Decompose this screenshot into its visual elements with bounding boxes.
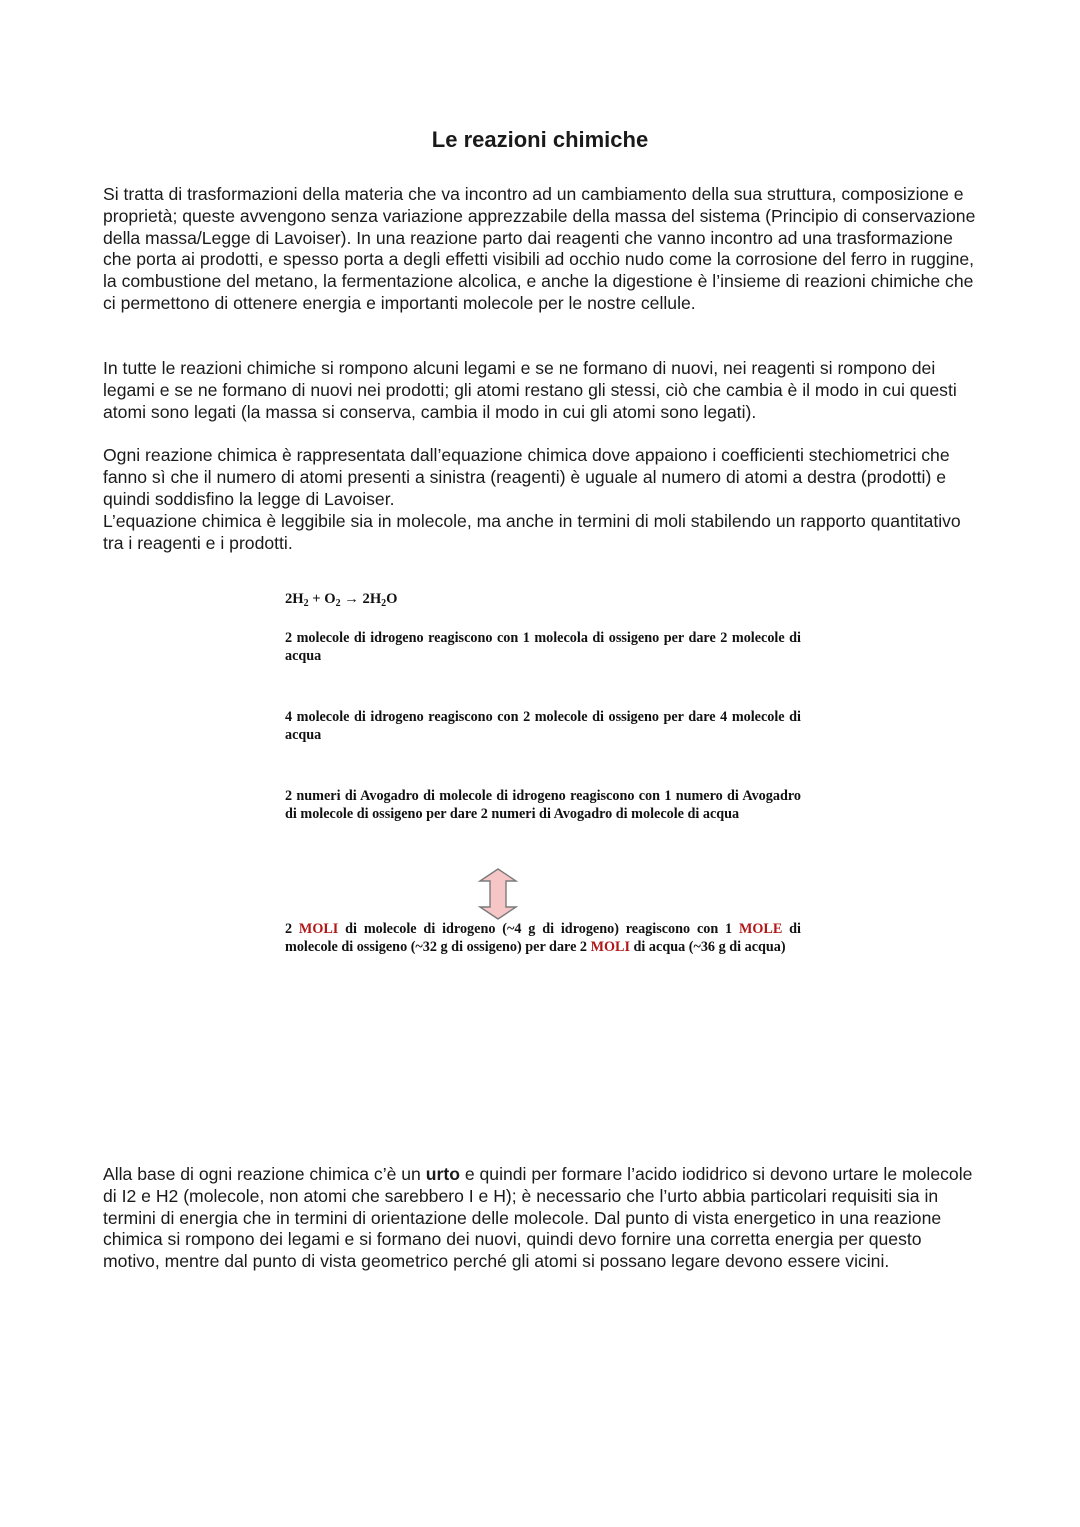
figure-line-molecules: 2 molecole di idrogeno reagiscono con 1 molecola di ossigeno per dare 2 molecole di acqua [285, 630, 801, 665]
equation-subscript: 2 [381, 598, 387, 609]
moli-highlight: MOLI [590, 939, 630, 956]
page-title: Le reazioni chimiche [431, 127, 649, 152]
equation-subscript: 2 [303, 598, 309, 609]
equation-arrow: → [340, 591, 363, 607]
paragraph-bonds: In tutte le reazioni chimiche si rompono alcuni legami e se ne formano di nuovi, nei reagenti si rompono dei legami e se ne formano di nuovi nei prodotti; gli atomi restano gli stessi, ciò che cambia è il modo in cui questi atomi sono legati (la massa si conserva, cambia il modo in cui gli atomi sono legati). [103, 358, 957, 422]
moli-highlight: MOLI [298, 921, 339, 937]
equation-term: 2H [362, 591, 382, 607]
text-run: di molecole di idrogeno (~4 g di idrogeno) reagiscono con 1 [338, 921, 739, 937]
equation-term: + O [308, 591, 336, 607]
paragraph-intro: Si tratta di trasformazioni della materia che va incontro ad un cambiamento della sua struttura, composizione e proprietà; queste avvengono senza variazione apprezzabile della massa del sistema (Principio di conservazione della massa/Legge di Lavoiser). In una reazione parto dai reagenti che vanno incontro ad una trasformazione che porta ai prodotti, e spesso porta a degli effetti visibili ad occhio nudo come la corrosione del ferro in ruggine, la combustione del metano, la fermentazione alcolica, e anche la digestione è l’insieme di reazioni chimiche che ci permettono di ottenere energia e importanti molecole per le nostre cellule. [103, 184, 976, 313]
text-run: di molecole di ossigeno (~32 g di ossigeno) per dare 2 [285, 921, 801, 956]
double-arrow-icon [478, 868, 518, 920]
figure-line-avogadro: 2 numeri di Avogadro di molecole di idrogeno reagiscono con 1 numero di Avogadro di molecole di ossigeno per dare 2 numeri di Avogadro di molecole di acqua [285, 788, 801, 823]
equation-subscript: 2 [335, 598, 341, 609]
paragraph-equation: Ogni reazione chimica è rappresentata dall’equazione chimica dove appaiono i coefficienti stechiometrici che fanno sì che il numero di atomi presenti a sinistra (reagenti) è uguale al numero di atomi a destra (prodotti) e quindi soddisfino la legge di Lavoiser. [103, 445, 950, 509]
mole-highlight: MOLE [738, 921, 783, 937]
text-run: di acqua (~36 g di acqua) [630, 939, 786, 956]
figure-line-moles [285, 920, 801, 956]
equation-term: 2H [285, 591, 304, 607]
paragraph-moles: L’equazione chimica è leggibile sia in molecole, ma anche in termini di moli stabilendo un rapporto quantitativo tra i reagenti e i prodotti. [103, 511, 961, 553]
paragraph-collision [103, 1164, 983, 1273]
equation-term: O [386, 591, 398, 607]
chemical-equation [285, 590, 801, 608]
keyword-urto: urto [425, 1164, 460, 1184]
text-run: 2 [285, 921, 299, 937]
text-run: Alla base di ogni reazione chimica c’è un [103, 1164, 426, 1184]
text-run: e quindi per formare l’acido iodidrico si devono urtare le molecole di I2 e H2 (molecole, non atomi che sarebbero I e H); è necessario che l’urto abbia particolari requisiti sia in termini di energia che in termini di orientazione delle molecole. Dal punto di vista energetico in una reazione chimica si rompono dei legami e si formano dei nuovi, quindi devo fornire una corretta energia per questo motivo, mentre dal punto di vista geometrico perché gli atomi si possano legare devono essere vicini. [103, 1164, 973, 1272]
figure-line-molecules-double: 4 molecole di idrogeno reagiscono con 2 molecole di ossigeno per dare 4 molecole di acqua [285, 709, 801, 744]
